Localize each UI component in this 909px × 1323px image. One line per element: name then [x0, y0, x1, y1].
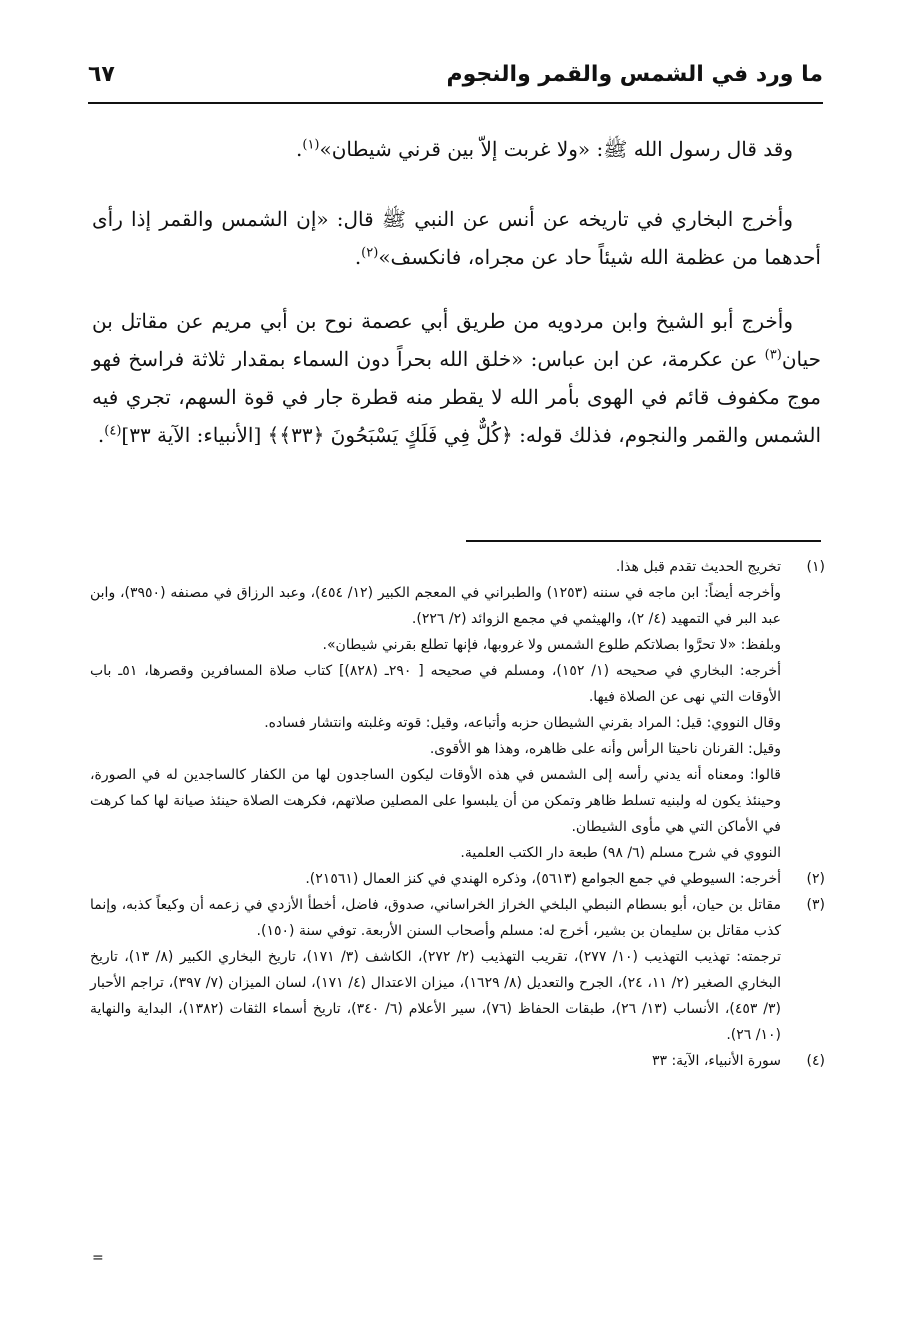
footnote-line: ترجمته: تهذيب التهذيب (١٠/ ٢٧٧)، تقريب التهذيب (٢/ ٢٧٢)، الكاشف (٣/ ١٧١)، تاريخ البخاري الكبير (٨/ ١٣)، تاريخ البخاري الصغير (٢/ ١١، ٢٤)، الجرح والتعديل (٨/ ١٦٢٩)، ميزان الاعتدال (٤/ ١٧١)، لسان الميزان (٧/ ٣٩٧)، تراجم الأحبار (٣/ ٤٥٣)، الأنساب (١٣/ ٢٦)، طبقات الحفاظ (٧٦)، سير الأعلام (٦/ ٣٤٠)، تاريخ أسماء الثقات (١٣٨٢)، البداية والنهاية (١٠/ ٢٦). — [90, 949, 782, 1043]
paragraph-1-end: . — [296, 137, 303, 161]
footnote-line: سورة الأنبياء، الآية: ٣٣ — [651, 1053, 781, 1069]
footnote-body — [90, 554, 781, 866]
footnote-number: (٣) — [806, 897, 825, 913]
paragraph-2-text: وأخرج البخاري في تاريخه عن أنس عن النبي ﷺ قال: «إن الشمس والقمر إذا رأى أحدهما من عظمة الله شيئاً حاد عن مجراه، فانكسف» — [92, 207, 821, 269]
footnote-line: تخريج الحديث تقدم قبل هذا. — [615, 559, 781, 575]
footnote-ref-4[interactable]: (٤) — [104, 423, 122, 439]
continuation-mark: = — [92, 1250, 104, 1266]
footnote-4 — [90, 1048, 825, 1074]
footnote-ref-3[interactable]: (٣) — [764, 347, 782, 363]
footnote-body — [90, 892, 781, 1048]
chapter-title: ما ورد في الشمس والقمر والنجوم — [446, 62, 823, 87]
footnote-number: (٢) — [806, 871, 825, 887]
footnote-body — [90, 1048, 781, 1074]
footnote-ref-2[interactable]: (٢) — [361, 245, 379, 261]
footnote-3 — [90, 892, 825, 1048]
footnote-line: مقاتل بن حيان، أبو بسطام النبطي البلخي الخراز الخراساني، صدوق، فاضل، أخطأ الأزدي في زعمه أن وكيعاً كذبه، وإنما كذب مقاتل بن سليمان بن بشير، أخرج له: مسلم وأصحاب السنن الأربعة. توفي سنة (١٥٠). — [90, 897, 781, 939]
paragraph-3 — [92, 302, 821, 454]
paragraph-1 — [92, 130, 821, 168]
footnote-line: وبلفظ: «لا تحرَّوا بصلاتكم طلوع الشمس ولا غروبها، فإنها تطلع بقرني شيطان». — [322, 637, 781, 653]
footnote-line: أخرجه: البخاري في صحيحه (١/ ١٥٢)، ومسلم في صحيحه [ ٢٩٠ـ (٨٢٨)] كتاب صلاة المسافرين وقصرها، ٥١ـ باب الأوقات التي نهى عن الصلاة فيها. — [90, 663, 782, 705]
footnote-separator — [466, 540, 821, 542]
footnote-body — [90, 866, 781, 892]
footnote-1 — [90, 554, 825, 866]
footnote-line: وأخرجه أيضاً: ابن ماجه في سننه (١٢٥٣) والطبراني في المعجم الكبير (١٢/ ٤٥٤)، وعبد الرزاق في مصنفه (٣٩٥٠)، وابن عبد البر في التمهيد (٤/ ٢)، والهيثمي في مجمع الزوائد (٢/ ٢٢٦). — [90, 585, 781, 627]
paragraph-3-text-a: وأخرج أبو الشيخ وابن مردويه من طريق أبي عصمة نوح بن أبي مريم عن مقاتل بن حيان — [92, 309, 821, 371]
footnote-number: (١) — [806, 559, 825, 575]
page-number: ٦٧ — [88, 62, 115, 87]
footnote-number: (٤) — [806, 1053, 825, 1069]
footnote-line: النووي في شرح مسلم (٦/ ٩٨) طبعة دار الكتب العلمية. — [460, 845, 781, 861]
paragraph-3-end: . — [97, 423, 105, 447]
footnote-ref-1[interactable]: (١) — [302, 137, 320, 153]
footnotes — [90, 554, 825, 1074]
footnote-2 — [90, 866, 825, 892]
footnote-line: أخرجه: السيوطي في جمع الجوامع (٥٦١٣)، وذكره الهندي في كنز العمال (٢١٥٦١). — [305, 871, 781, 887]
paragraph-1-text: وقد قال رسول الله ﷺ: «ولا غربت إلاّ بين قرني شيطان» — [319, 137, 793, 161]
paragraph-2 — [92, 200, 821, 276]
running-header — [88, 56, 823, 104]
footnote-line: وقال النووي: قيل: المراد بقرني الشيطان حزبه وأتباعه، وقيل: قوته وغلبته وانتشار فساده. — [264, 715, 781, 731]
paragraph-2-end: . — [354, 245, 362, 269]
footnote-line: قالوا: ومعناه أنه يدني رأسه إلى الشمس في هذه الأوقات ليكون الساجدون لها من الكفار كالساجدين له في الصورة، وحينئذ يكون له ولبنيه تسلط ظاهر وتمكن من أن يلبسوا على المصلين صلاتهم، فكرهت الصلاة حينئذ صيانة لها كما كرهت في الأماكن التي هي مأوى الشيطان. — [90, 767, 781, 835]
footnote-line: وقيل: القرنان ناحيتا الرأس وأنه على ظاهره، وهذا هو الأقوى. — [429, 741, 781, 757]
paragraph-3-text-b: عن عكرمة، عن ابن عباس: «خلق الله بحراً دون السماء بمقدار ثلاثة فراسخ فهو موج مكفوف قائم في الهوى بأمر الله لا يقطر منه قطرة جار في قوة السهم، تجري فيه الشمس والقمر والنجوم، فذلك قوله: ﴿كُلٌّ فِي فَلَكٍ يَسْبَحُونَ ﴿٣٣﴾﴾ [الأنبياء: الآية ٣٣] — [92, 347, 821, 447]
